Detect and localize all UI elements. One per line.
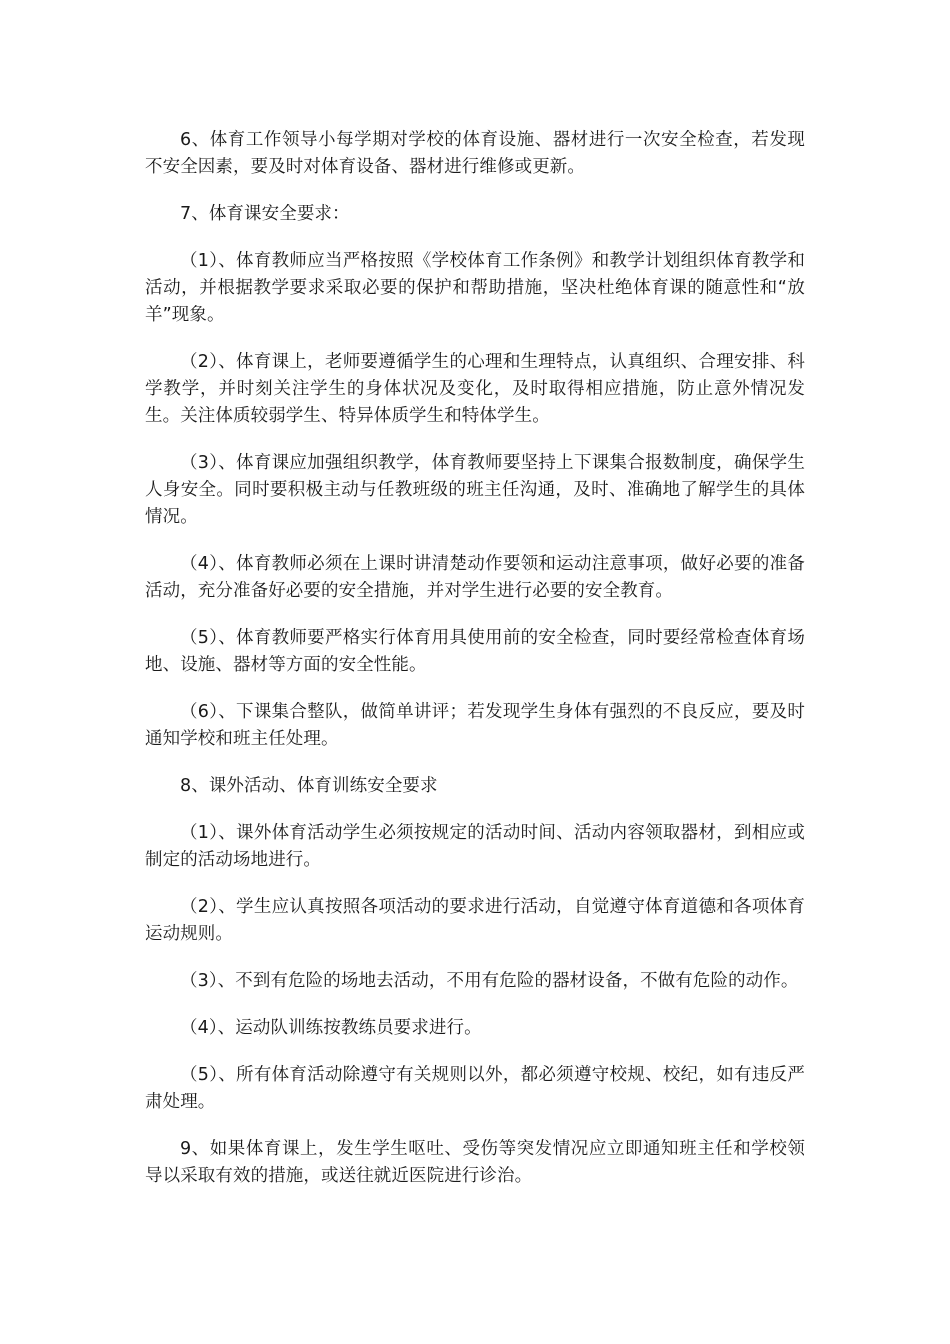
paragraph-item-6: 6、体育工作领导小每学期对学校的体育设施、器材进行一次安全检查，若发现不安全因素，要及时对体育设备、器材进行维修或更新。 [145, 130, 805, 177]
section-heading-8: 8、课外活动、体育训练安全要求 [180, 776, 438, 796]
paragraph-7-3: （3）、体育课应加强组织教学，体育教师要坚持上下课集合报数制度，确保学生人身安全。同时要积极主动与任教班级的班主任沟通，及时、准确地了解学生的具体情况。 [145, 453, 805, 527]
paragraph-8-5: （5）、所有体育活动除遵守有关规则以外，都必须遵守校规、校纪，如有违反严肃处理。 [145, 1065, 805, 1112]
paragraph-8-3: （3）、不到有危险的场地去活动，不用有危险的器材设备，不做有危险的动作。 [180, 971, 799, 991]
paragraph-7-1: （1）、体育教师应当严格按照《学校体育工作条例》和教学计划组织体育教学和活动，并根据教学要求采取必要的保护和帮助措施，坚决杜绝体育课的随意性和“放羊”现象。 [145, 251, 805, 325]
paragraph-8-1: （1）、课外体育活动学生必须按规定的活动时间、活动内容领取器材，到相应或制定的活动场地进行。 [145, 823, 805, 870]
paragraph-item-9: 9、如果体育课上，发生学生呕吐、受伤等突发情况应立即通知班主任和学校领导以采取有效的措施，或送往就近医院进行诊治。 [145, 1139, 805, 1186]
paragraph-7-6: （6）、下课集合整队，做简单讲评；若发现学生身体有强烈的不良反应，要及时通知学校和班主任处理。 [145, 702, 805, 749]
paragraph-8-4: （4）、运动队训练按教练员要求进行。 [180, 1018, 482, 1038]
paragraph-7-2: （2）、体育课上，老师要遵循学生的心理和生理特点，认真组织、合理安排、科学教学，并时刻关注学生的身体状况及变化，及时取得相应措施，防止意外情况发生。关注体质较弱学生、特异体质学生和特体学生。 [145, 352, 805, 426]
paragraph-8-2: （2）、学生应认真按照各项活动的要求进行活动，自觉遵守体育道德和各项体育运动规则。 [145, 897, 805, 944]
section-heading-7: 7、体育课安全要求： [180, 204, 350, 224]
document-body [145, 127, 805, 1210]
paragraph-7-5: （5）、体育教师要严格实行体育用具使用前的安全检查，同时要经常检查体育场地、设施、器材等方面的安全性能。 [145, 628, 805, 675]
paragraph-7-4: （4）、体育教师必须在上课时讲清楚动作要领和运动注意事项，做好必要的准备活动，充分准备好必要的安全措施，并对学生进行必要的安全教育。 [145, 554, 805, 601]
